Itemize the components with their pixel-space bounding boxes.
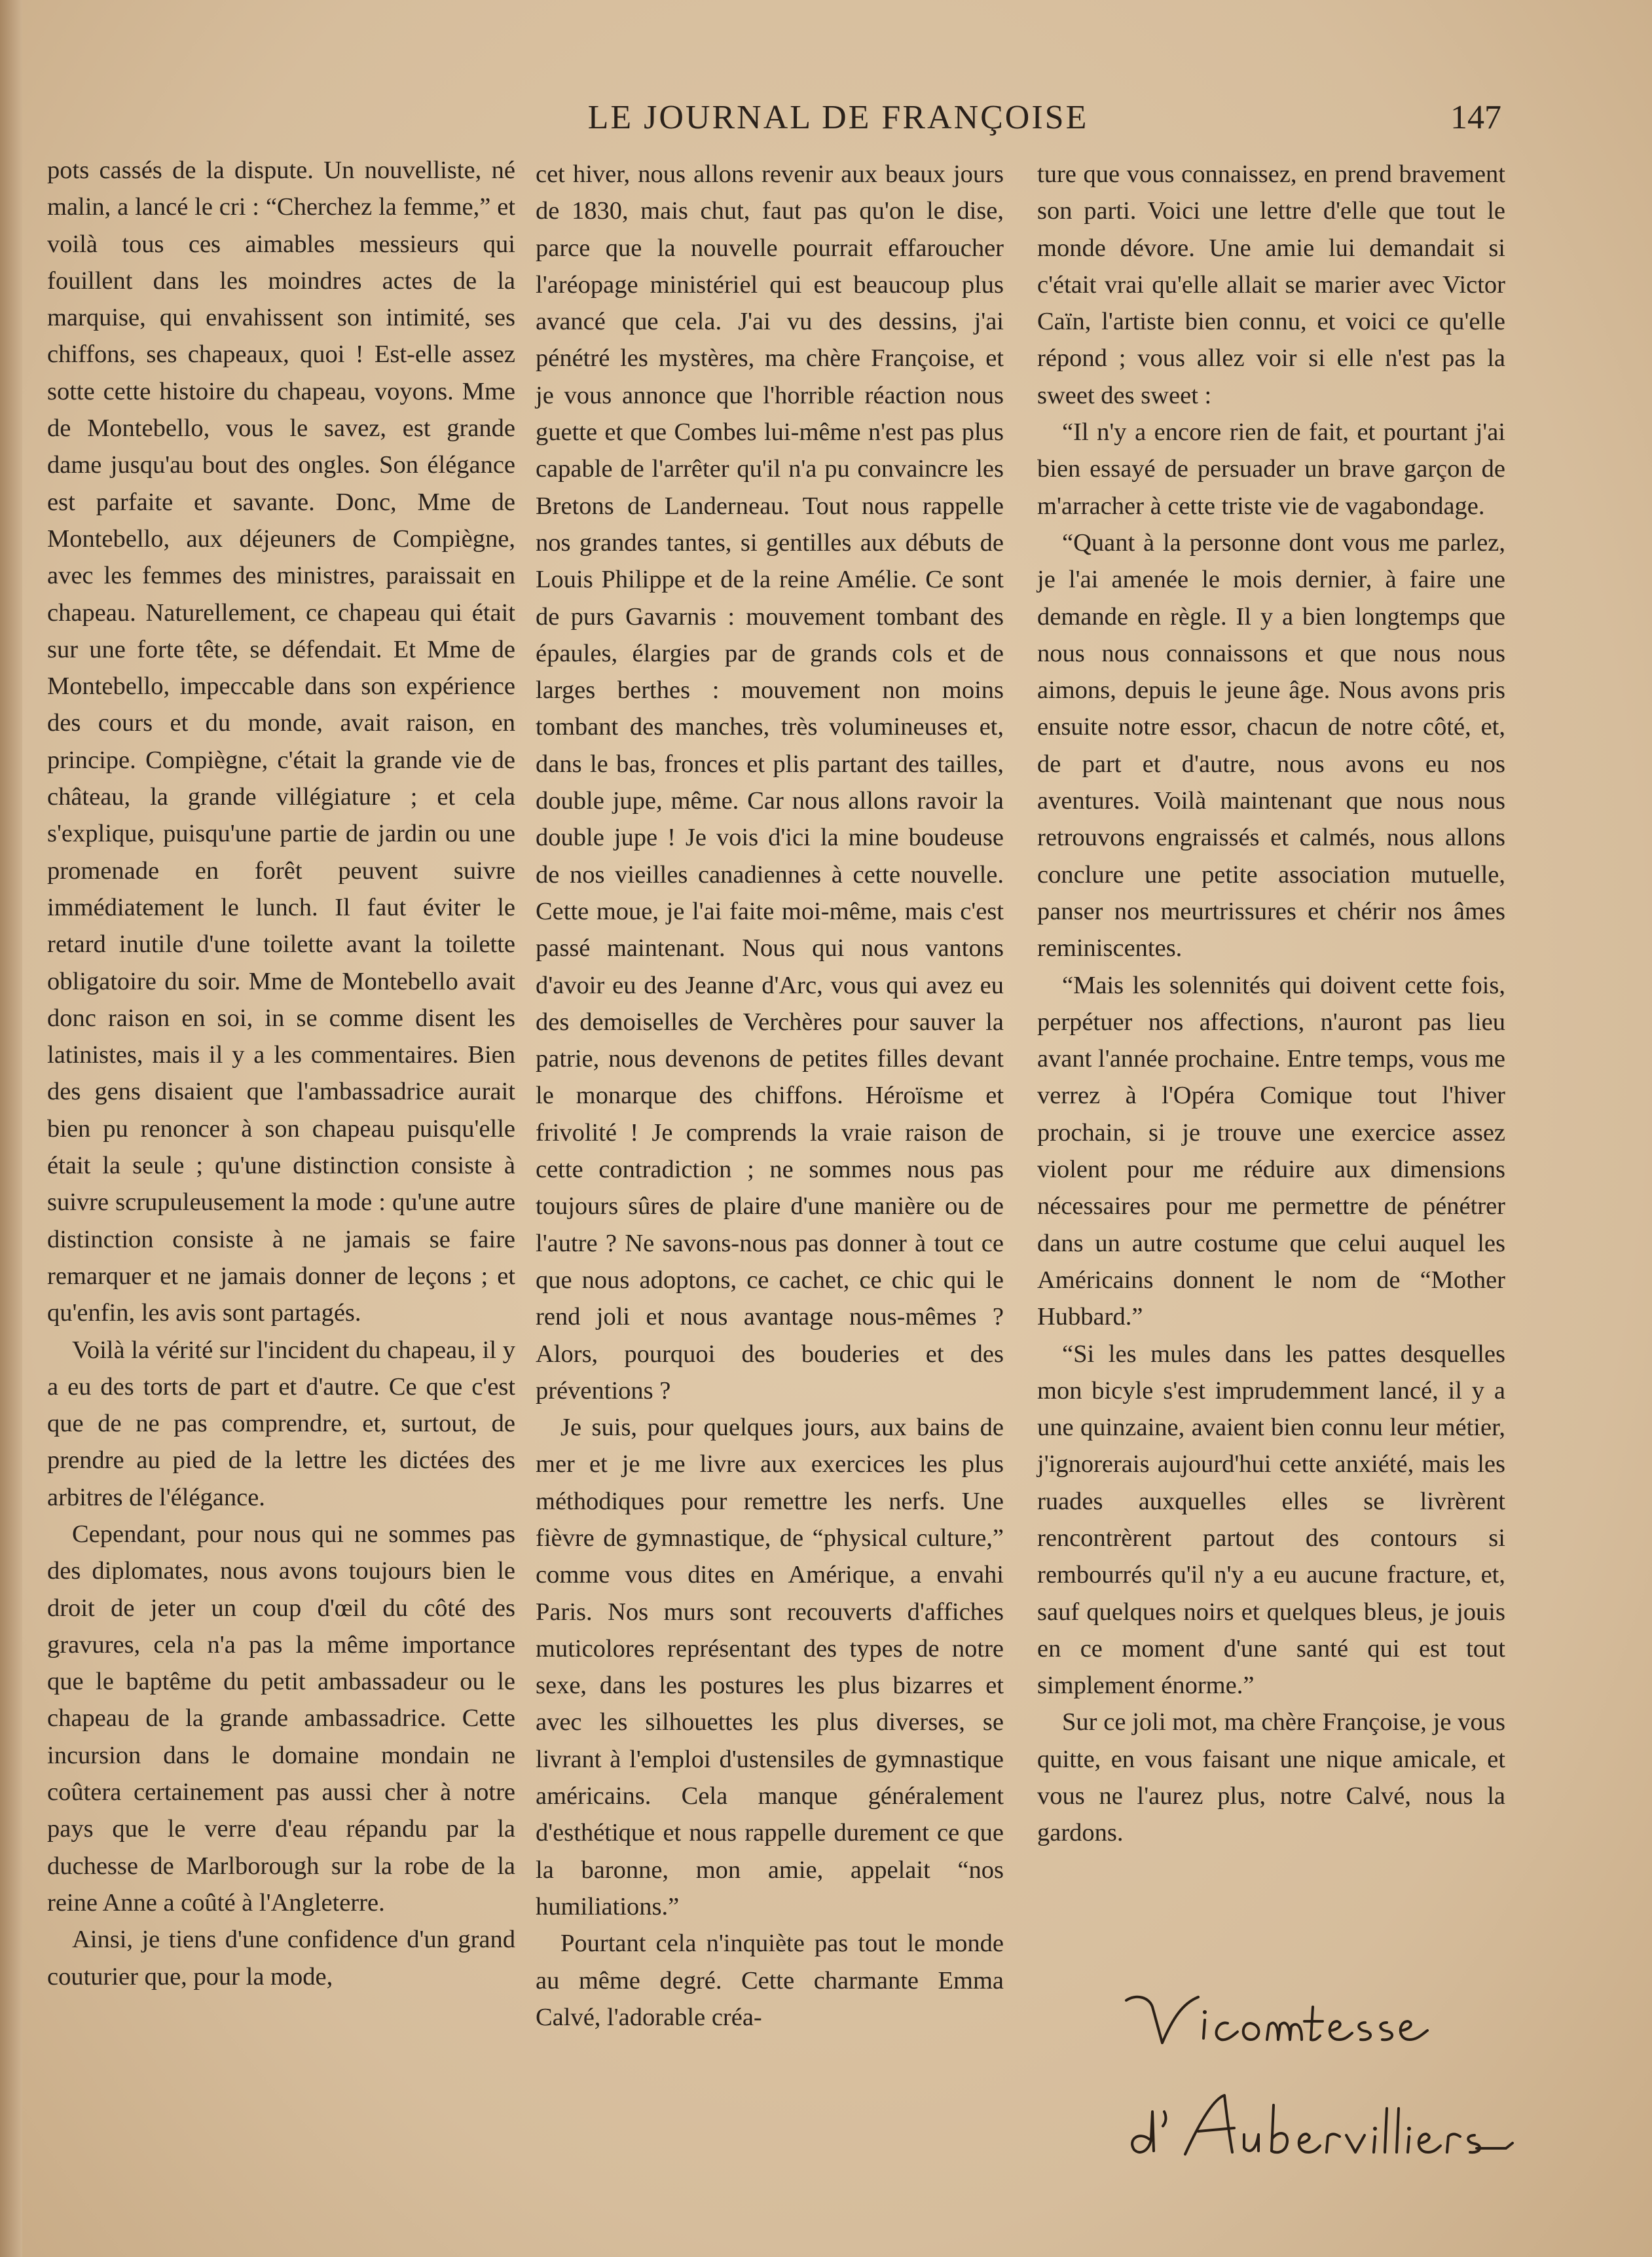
handwritten-signature — [1087, 1968, 1532, 2184]
paragraph: cet hiver, nous allons revenir aux beaux jours de 1830, mais chut, faut pas qu'on le dise, parce que la nouvelle pourrait effaroucher l'aréopage ministériel qui est beaucoup plus avancé que cela. J'ai vu des dessins, j'ai pénétré les mystères, ma chère Françoise, et je vous annonce que l'horrible réaction nous guette et que Combes lui-même n'est pas plus capable de l'arrêter qu'il n'a pu convaincre les Bretons de Landerneau. Tout nous rappelle nos grandes tantes, si gentilles aux débuts de Louis Philippe et de la reine Amélie. Ce sont de purs Gavarnis : mouvement tombant des épaules, élargies par de grands cols et de larges berthes : mouvement non moins tombant des manches, très volumineuses et, dans le bas, fronces et plis partant des tailles, double jupe, même. Car nous allons ravoir la double jupe ! Je vois d'ici la mine boudeuse de nos vieilles canadiennes à cette nouvelle. Cette moue, je l'ai faite moi-même, mais c'est passé maintenant. Nous qui nous vantons d'avoir eu des Jeanne d'Arc, vous qui avez eu des demoiselles de Verchères pour sauver la patrie, nous devenons de petites filles devant le monarque des chiffons. Héroïsme et frivolité ! Je comprends la vraie raison de cette contradiction ; ne sommes nous pas toujours sûres de plaire d'une manière ou de l'autre ? Ne savons-nous pas donner à tout ce que nous adoptons, ce cachet, ce chic qui le rend joli et nous avantage nous-mêmes ? Alors, pourquoi des bouderies et des préventions ? — [536, 160, 1004, 1404]
paragraph: pots cassés de la dispute. Un nouvelliste, né malin, a lancé le cri : “Cherchez la femme,” et voilà tous ces aimables messieurs qui fouillent dans les moindres actes de la marquise, qui envahissent son intimité, ses chiffons, ses chapeaux, quoi ! Est-elle assez sotte cette histoire du chapeau, voyons. Mme de Montebello, vous le savez, est grande dame jusqu'au bout des ongles. Son élégance est parfaite et savante. Donc, Mme de Montebello, aux déjeuners de Compiègne, avec les femmes des ministres, paraissait en chapeau. Naturellement, ce chapeau qui était sur une forte tête, se défendait. Et Mme de Montebello, impeccable dans son expérience des cours et du monde, avait raison, en principe. Compiègne, c'était la grande vie de château, la grande villégiature ; et cela s'explique, puisqu'une partie de jardin ou une promenade en forêt peuvent suivre immédiatement le lunch. Il faut éviter le retard inutile d'une toilette avant la toilette obligatoire du soir. Mme de Montebello avait donc raison en soi, in se comme disent les latinistes, mais il y a les commentaires. Bien des gens disaient que l'ambassadrice aurait bien pu renoncer à son chapeau puisqu'elle était la seule ; qu'une distinction consiste à suivre scrupuleusement la mode : qu'une autre distinction consiste à ne jamais se faire remarquer et ne jamais donner de leçons ; et qu'enfin, les avis sont partagés. — [47, 156, 515, 1327]
binding-edge — [0, 0, 22, 2257]
paragraph: Voilà la vérité sur l'incident du chapeau, il y a eu des torts de part et d'autre. Ce que c'est que de ne pas comprendre, et, surtout, de prendre au pied de la lettre les dictées des arbitres de l'élégance. — [47, 1336, 515, 1511]
page-number: 147 — [1450, 99, 1501, 136]
paragraph: Je suis, pour quelques jours, aux bains de mer et je me livre aux exercices les plus méthodiques pour remettre les nerfs. Une fièvre de gymnastique, de “physical culture,” comme vous dites en Amérique, a envahi Paris. Nos murs sont recouverts d'affiches muticolores représentant des types de notre sexe, dans les postures les plus bizarres et avec les silhouettes les plus diverses, se livrant à l'emploi d'ustensiles de gymnastique américains. Cela manque généralement d'esthétique et nous rappelle durement ce que la baronne, mon amie, appelait “nos humiliations.” — [536, 1414, 1004, 1920]
signature-drawing — [1087, 1968, 1532, 2184]
text-column-1 — [47, 152, 515, 1995]
paragraph: “Si les mules dans les pattes desquelles mon bicyle s'est imprudemment lancé, il y a une quinzaine, avaient bien connu leur métier, j'ignorerais aujourd'hui cette anxiété, mais les ruades auxquelles elles se livrèrent rencontrèrent partout des contours si rembourrés qu'il n'y a eu aucune fracture, et, sauf quelques noirs et quelques bleus, je jouis en ce moment d'une santé qui est tout simplement énorme.” — [1037, 1340, 1505, 1700]
paragraph: Pourtant cela n'inquiète pas tout le monde au même degré. Cette charmante Emma Calvé, l'adorable créa- — [536, 1930, 1004, 2031]
paragraph: “Mais les solennités qui doivent cette fois, perpétuer nos affections, n'auront pas lieu avant l'année prochaine. Entre temps, vous me verrez à l'Opéra Comique tout l'hiver prochain, si je trouve une exercice assez violent pour me réduire aux dimensions nécessaires pour me permettre de pénétrer dans un autre costume que celui auquel les Américains donnent le nom de “Mother Hubbard.” — [1037, 971, 1505, 1331]
paragraph: Cependant, pour nous qui ne sommes pas des diplomates, nous avons toujours bien le droit de jeter un coup d'œil du côté des gravures, cela n'a pas la même importance que le baptême du petit ambassadeur ou le chapeau de la grande ambassadrice. Cette incursion dans le domaine mondain ne coûtera certainement pas aussi cher à notre pays que le verre d'eau répandu par la duchesse de Marlborough sur la robe de la reine Anne a coûté à l'Angleterre. — [47, 1520, 515, 1917]
text-column-2 — [536, 156, 1004, 2036]
paragraph: “Il n'y a encore rien de fait, et pourtant j'ai bien essayé de persuader un brave garçon de m'arracher à cette triste vie de vagabondage. — [1037, 418, 1505, 520]
paragraph: Ainsi, je tiens d'une confidence d'un grand couturier que, pour la mode, — [47, 1926, 515, 1991]
running-header: LE JOURNAL DE FRANÇOISE — [587, 99, 1089, 136]
paragraph: Sur ce joli mot, ma chère Françoise, je vous quitte, en vous faisant une nique amicale, et vous ne l'aurez plus, notre Calvé, nous la gardons. — [1037, 1708, 1505, 1847]
text-column-3 — [1037, 156, 1505, 1852]
paragraph: “Quant à la personne dont vous me parlez, je l'ai amenée le mois dernier, à faire une demande en règle. Il y a bien longtemps que nous nous connaissons et que nous nous aimons, depuis le jeune âge. Nous avons pris ensuite notre essor, chacun de notre côté, et, de part et d'autre, nous avons eu nos aventures. Voilà maintenant que nous nous retrouvons engraissés et calmés, nous allons conclure une petite association mutuelle, panser nos meurtrissures et chérir nos âmes reminiscentes. — [1037, 528, 1505, 963]
paragraph: ture que vous connaissez, en prend bravement son parti. Voici une lettre d'elle que tout le monde dévore. Une amie lui demandait si c'était vrai qu'elle allait se marier avec Victor Caïn, l'artiste bien connu, et voici ce qu'elle répond ; vous allez voir si elle n'est pas la sweet des sweet : — [1037, 160, 1505, 409]
